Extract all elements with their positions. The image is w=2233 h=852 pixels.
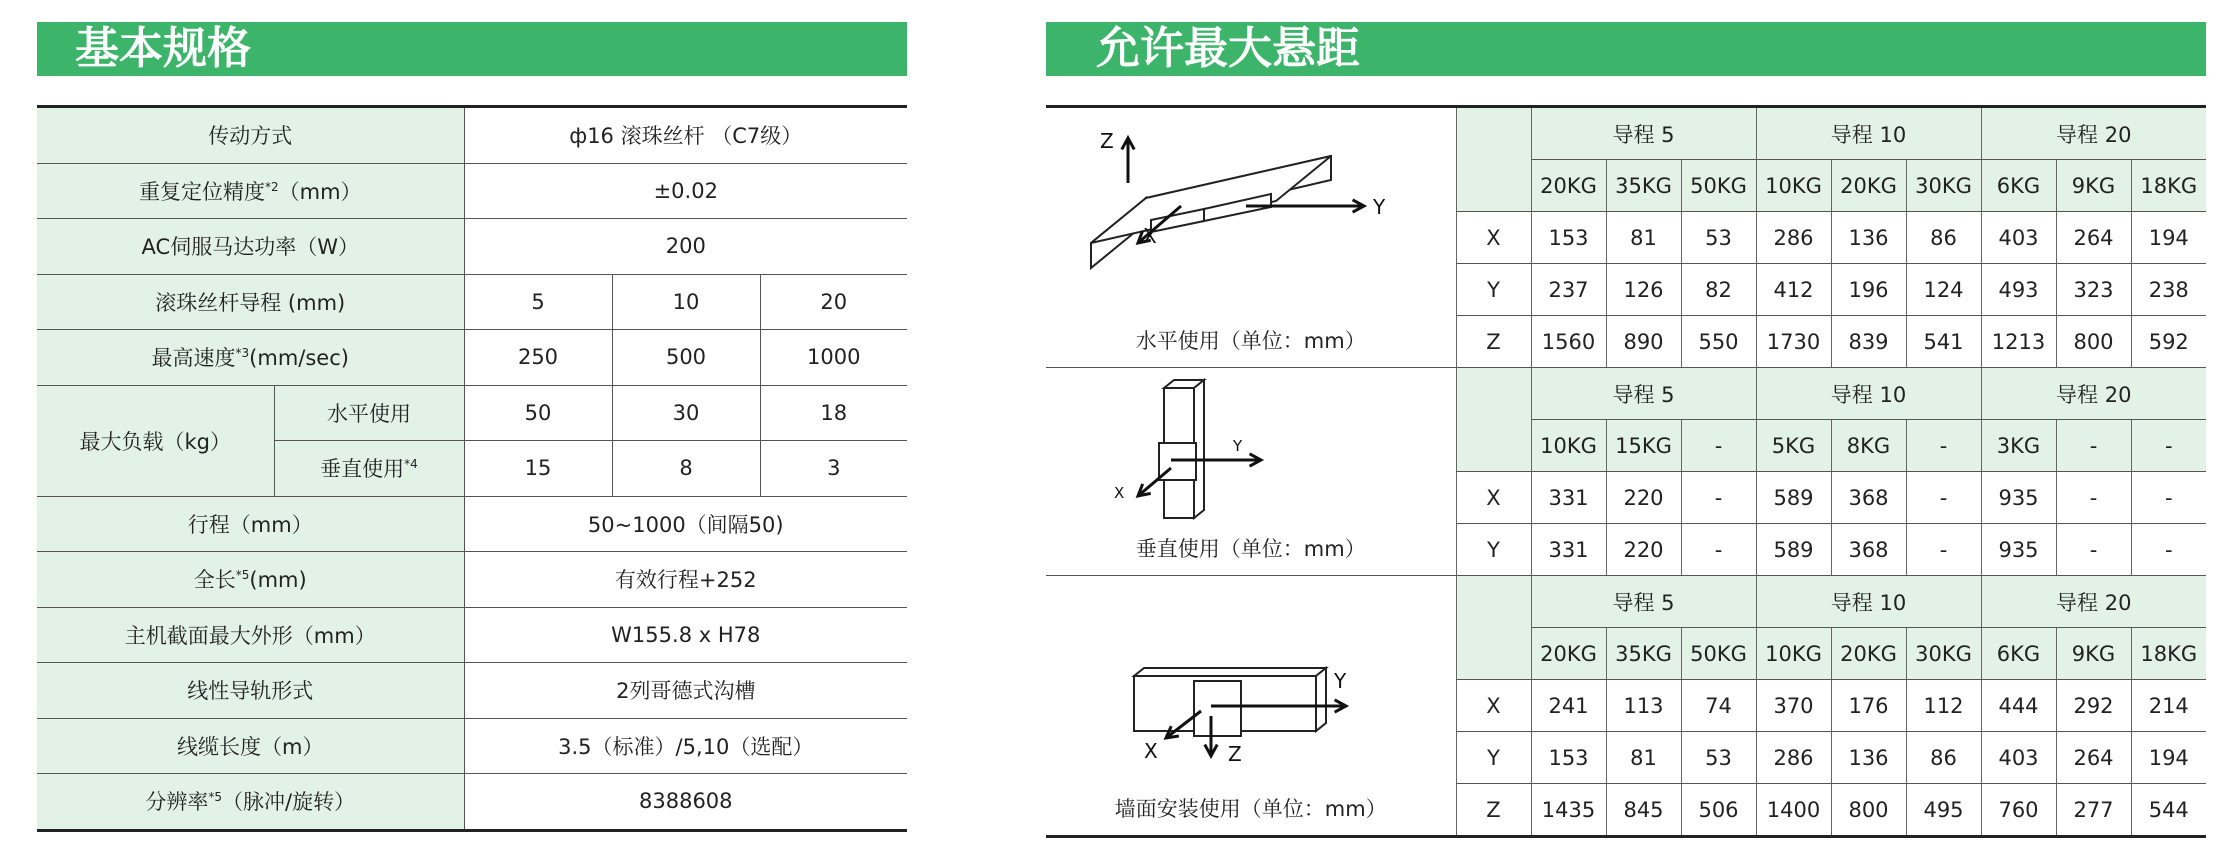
overhang-value: 241 xyxy=(1531,680,1606,732)
overhang-value: 506 xyxy=(1681,784,1756,837)
load-header: 20KG xyxy=(1531,160,1606,212)
load-header: 30KG xyxy=(1906,160,1981,212)
overhang-value: 1730 xyxy=(1756,316,1831,368)
overhang-value: 403 xyxy=(1981,732,2056,784)
overhang-value: - xyxy=(1681,472,1756,524)
row-label-unit: （脉冲/旋转） xyxy=(222,790,356,815)
spec-row xyxy=(37,718,907,774)
row-label xyxy=(37,274,464,330)
load-header: 35KG xyxy=(1606,160,1681,212)
overhang-value: 86 xyxy=(1906,212,1981,264)
spec-row xyxy=(37,330,907,386)
overhang-value: - xyxy=(1906,472,1981,524)
overhang-value: 220 xyxy=(1606,472,1681,524)
row-label xyxy=(37,496,464,552)
footnote-mark: *3 xyxy=(235,346,250,361)
overhang-value: 53 xyxy=(1681,212,1756,264)
load-header: 6KG xyxy=(1981,628,2056,680)
row-value: ±0.02 xyxy=(464,163,907,219)
overhang-value: 220 xyxy=(1606,524,1681,576)
overhang-table xyxy=(1046,105,2206,838)
overhang-value: 153 xyxy=(1531,212,1606,264)
overhang-value: 368 xyxy=(1831,524,1906,576)
load-header: 20KG xyxy=(1831,628,1906,680)
load-header: 18KG xyxy=(2131,160,2206,212)
axis-diagram xyxy=(1046,576,1456,791)
row-value: 8388608 xyxy=(464,774,907,831)
overhang-value: 800 xyxy=(2056,316,2131,368)
overhang-value: 136 xyxy=(1831,732,1906,784)
spec-row xyxy=(37,219,907,275)
row-group-label: 最大负载（kg） xyxy=(37,385,274,496)
axis-label-cell: Z xyxy=(1456,784,1531,837)
overhang-title: 允许最大悬距 xyxy=(1046,22,2206,76)
spec-table xyxy=(37,105,907,832)
row-value: 250 xyxy=(464,330,612,386)
overhang-value: 1213 xyxy=(1981,316,2056,368)
row-value: ф16 滚珠丝杆 （C7级） xyxy=(464,107,907,164)
load-header: 6KG xyxy=(1981,160,2056,212)
lead-header: 导程 10 xyxy=(1756,576,1981,628)
row-label-unit: (mm/sec) xyxy=(249,346,349,371)
overhang-value: 292 xyxy=(2056,680,2131,732)
axis-label-cell: X xyxy=(1456,680,1531,732)
row-label-text: 重复定位精度 xyxy=(138,179,265,204)
footnote-mark: *5 xyxy=(235,568,250,583)
row-label xyxy=(37,330,464,386)
row-value: 20 xyxy=(760,274,907,330)
overhang-value: 126 xyxy=(1606,264,1681,316)
axis-label: Y xyxy=(1334,669,1347,693)
overhang-value: 368 xyxy=(1831,472,1906,524)
overhang-value: 194 xyxy=(2131,732,2206,784)
row-value: 500 xyxy=(612,330,760,386)
overhang-value: 541 xyxy=(1906,316,1981,368)
load-header: - xyxy=(1906,420,1981,472)
row-value: 200 xyxy=(464,219,907,275)
row-value: 3.5（标准）/5,10（选配） xyxy=(464,718,907,774)
lead-header: 导程 10 xyxy=(1756,368,1981,420)
load-header: 50KG xyxy=(1681,628,1756,680)
row-label xyxy=(37,107,464,164)
row-label xyxy=(37,552,464,608)
axis-label: X xyxy=(1144,739,1158,763)
overhang-value: 1400 xyxy=(1756,784,1831,837)
row-value: 50~1000（间隔50) xyxy=(464,496,907,552)
overhang-value: - xyxy=(2056,472,2131,524)
overhang-value: 81 xyxy=(1606,212,1681,264)
diagram-caption: 墙面安装使用（单位：mm） xyxy=(1114,797,1387,821)
row-label-unit: （mm） xyxy=(278,179,362,204)
load-header: 18KG xyxy=(2131,628,2206,680)
spec-title: 基本规格 xyxy=(37,22,907,76)
actuator-top xyxy=(1134,668,1326,676)
axis-diagram xyxy=(1046,368,1456,532)
load-header: 10KG xyxy=(1531,420,1606,472)
overhang-value: 136 xyxy=(1831,212,1906,264)
overhang-value: 444 xyxy=(1981,680,2056,732)
load-header: 30KG xyxy=(1906,628,1981,680)
overhang-value: - xyxy=(2056,524,2131,576)
overhang-value: 124 xyxy=(1906,264,1981,316)
row-value: 18 xyxy=(760,385,907,441)
row-label-text: 线性导轨形式 xyxy=(187,679,314,704)
row-value: 10 xyxy=(612,274,760,330)
axis-label-cell: Y xyxy=(1456,524,1531,576)
row-label xyxy=(37,163,464,219)
row-value: 2列哥德式沟槽 xyxy=(464,663,907,719)
row-label xyxy=(37,718,464,774)
axis-label-cell: Y xyxy=(1456,264,1531,316)
axis-label: X xyxy=(1143,224,1157,248)
row-label-text: 线缆长度（m） xyxy=(177,734,324,759)
overhang-value: 1560 xyxy=(1531,316,1606,368)
overhang-value: 412 xyxy=(1756,264,1831,316)
overhang-value: 331 xyxy=(1531,472,1606,524)
row-value: 有效行程+252 xyxy=(464,552,907,608)
load-header: - xyxy=(1681,420,1756,472)
spec-row xyxy=(37,663,907,719)
overhang-value: 323 xyxy=(2056,264,2131,316)
axis-label-cell: Z xyxy=(1456,316,1531,368)
overhang-value: 264 xyxy=(2056,212,2131,264)
axis-label-cell: X xyxy=(1456,212,1531,264)
spec-row xyxy=(37,774,907,831)
row-label-text: 传动方式 xyxy=(208,124,293,149)
diagram-caption: 水平使用（单位：mm） xyxy=(1135,329,1366,353)
row-label-text: 分辨率 xyxy=(145,790,209,815)
overhang-value: - xyxy=(2131,524,2206,576)
row-value: W155.8 x H78 xyxy=(464,607,907,663)
spec-row xyxy=(37,274,907,330)
overhang-value: 194 xyxy=(2131,212,2206,264)
overhang-value: 286 xyxy=(1756,212,1831,264)
overhang-value: 112 xyxy=(1906,680,1981,732)
overhang-value: 82 xyxy=(1681,264,1756,316)
overhang-value: 277 xyxy=(2056,784,2131,837)
row-sub-label xyxy=(274,385,464,441)
overhang-value: 544 xyxy=(2131,784,2206,837)
load-header: 35KG xyxy=(1606,628,1681,680)
row-label-text: 滚珠丝杆导程 (mm) xyxy=(155,290,346,315)
overhang-value: 935 xyxy=(1981,472,2056,524)
row-value: 15 xyxy=(464,441,612,497)
spec-row xyxy=(37,607,907,663)
lead-header: 导程 5 xyxy=(1531,107,1756,160)
overhang-value: 845 xyxy=(1606,784,1681,837)
diagram-cell xyxy=(1046,576,1456,837)
row-label xyxy=(37,607,464,663)
row-label xyxy=(37,663,464,719)
load-header: 9KG xyxy=(2056,160,2131,212)
row-value: 3 xyxy=(760,441,907,497)
footnote-mark: *5 xyxy=(208,790,223,805)
overhang-value: 196 xyxy=(1831,264,1906,316)
footnote-mark: *2 xyxy=(264,179,279,194)
overhang-value: 113 xyxy=(1606,680,1681,732)
lead-header: 导程 5 xyxy=(1531,576,1756,628)
overhang-value: 592 xyxy=(2131,316,2206,368)
load-header: 5KG xyxy=(1756,420,1831,472)
overhang-value: 53 xyxy=(1681,732,1756,784)
lead-header-row xyxy=(1046,576,2206,628)
row-sub-label xyxy=(274,441,464,497)
overhang-value: 589 xyxy=(1756,524,1831,576)
lead-header-row xyxy=(1046,368,2206,420)
overhang-value: 1435 xyxy=(1531,784,1606,837)
axis-label: Y xyxy=(1373,195,1386,219)
axis-label: Z xyxy=(1100,129,1114,153)
overhang-value: 238 xyxy=(2131,264,2206,316)
load-header: 9KG xyxy=(2056,628,2131,680)
load-header: - xyxy=(2131,420,2206,472)
lead-header-row xyxy=(1046,107,2206,160)
overhang-value: 153 xyxy=(1531,732,1606,784)
row-sub-text: 垂直使用 xyxy=(320,457,405,482)
overhang-value: 237 xyxy=(1531,264,1606,316)
load-header: - xyxy=(2056,420,2131,472)
overhang-value: - xyxy=(1906,524,1981,576)
spec-row xyxy=(37,496,907,552)
overhang-value: - xyxy=(2131,472,2206,524)
carriage-block xyxy=(1194,681,1241,736)
row-value: 5 xyxy=(464,274,612,330)
row-value: 50 xyxy=(464,385,612,441)
overhang-value: 890 xyxy=(1606,316,1681,368)
lead-header: 导程 20 xyxy=(1981,576,2206,628)
load-header: 10KG xyxy=(1756,628,1831,680)
overhang-value: 935 xyxy=(1981,524,2056,576)
overhang-value: 495 xyxy=(1906,784,1981,837)
axis-label: Z xyxy=(1228,742,1242,766)
spec-row xyxy=(37,385,907,441)
overhang-value: 86 xyxy=(1906,732,1981,784)
load-header: 15KG xyxy=(1606,420,1681,472)
row-label-text: 最高速度 xyxy=(151,346,236,371)
lead-header: 导程 20 xyxy=(1981,368,2206,420)
footnote-mark: *4 xyxy=(404,457,418,472)
diagram-cell xyxy=(1046,107,1456,368)
diagram-caption: 垂直使用（单位：mm） xyxy=(1135,537,1366,561)
overhang-value: 800 xyxy=(1831,784,1906,837)
lead-header: 导程 10 xyxy=(1756,107,1981,160)
overhang-value: - xyxy=(1681,524,1756,576)
overhang-value: 214 xyxy=(2131,680,2206,732)
load-header: 3KG xyxy=(1981,420,2056,472)
overhang-value: 760 xyxy=(1981,784,2056,837)
diagram-cell xyxy=(1046,368,1456,576)
load-header: 8KG xyxy=(1831,420,1906,472)
overhang-value: 264 xyxy=(2056,732,2131,784)
overhang-value: 286 xyxy=(1756,732,1831,784)
row-label-unit: (mm) xyxy=(249,568,307,593)
actuator-side xyxy=(1316,668,1326,731)
load-header: 20KG xyxy=(1831,160,1906,212)
overhang-value: 403 xyxy=(1981,212,2056,264)
axis-header-blank xyxy=(1456,368,1531,472)
overhang-value: 370 xyxy=(1756,680,1831,732)
lead-header: 导程 20 xyxy=(1981,107,2206,160)
overhang-value: 589 xyxy=(1756,472,1831,524)
axis-label-cell: Y xyxy=(1456,732,1531,784)
load-header: 10KG xyxy=(1756,160,1831,212)
overhang-value: 839 xyxy=(1831,316,1906,368)
axis-header-blank xyxy=(1456,576,1531,680)
spec-row xyxy=(37,163,907,219)
row-value: 1000 xyxy=(760,330,907,386)
overhang-value: 74 xyxy=(1681,680,1756,732)
overhang-value: 81 xyxy=(1606,732,1681,784)
row-sub-text: 水平使用 xyxy=(327,401,411,426)
axis-label-cell: X xyxy=(1456,472,1531,524)
axis-label: X xyxy=(1114,484,1125,502)
row-value: 30 xyxy=(612,385,760,441)
row-label-text: 行程（mm） xyxy=(187,512,313,537)
spec-row xyxy=(37,107,907,164)
row-label-text: 全长 xyxy=(193,568,236,593)
load-header: 50KG xyxy=(1681,160,1756,212)
axis-diagram xyxy=(1046,108,1456,323)
row-label xyxy=(37,774,464,831)
axis-header-blank xyxy=(1456,107,1531,212)
row-label xyxy=(37,219,464,275)
overhang-value: 493 xyxy=(1981,264,2056,316)
row-value: 8 xyxy=(612,441,760,497)
overhang-value: 331 xyxy=(1531,524,1606,576)
axis-label: Y xyxy=(1233,437,1243,455)
spec-row xyxy=(37,552,907,608)
load-header: 20KG xyxy=(1531,628,1606,680)
overhang-value: 550 xyxy=(1681,316,1756,368)
lead-header: 导程 5 xyxy=(1531,368,1756,420)
overhang-value: 176 xyxy=(1831,680,1906,732)
row-label-text: AC伺服马达功率（W） xyxy=(141,235,359,260)
row-label-text: 主机截面最大外形（mm） xyxy=(124,623,376,648)
